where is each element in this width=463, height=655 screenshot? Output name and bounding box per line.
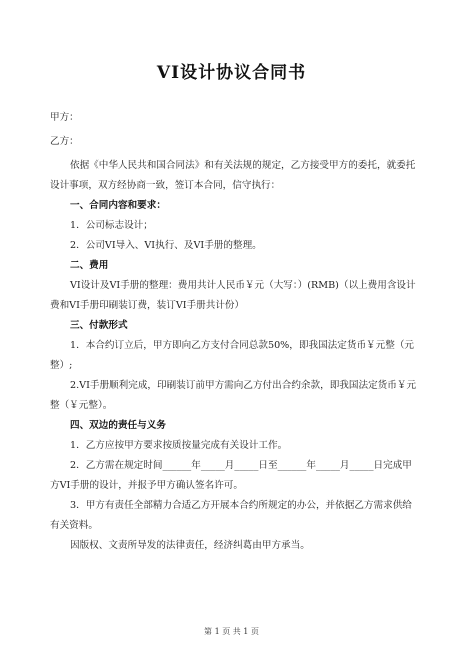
section-4-item-2a: 2．乙方需在规定时间______年_____月_____日至______年_____月_____日完成甲	[70, 460, 412, 471]
party-a-label: 甲方：	[50, 112, 79, 123]
intro-line-2: 设计事项，双方经协商一致，签订本合同，信守执行：	[50, 180, 281, 191]
section-1-item-2: 2．公司VI导入、VI执行、及VI手册的整理。	[70, 240, 262, 251]
section-3-item-2a: 2.VI手册顺利完成，印刷装订前甲方需向乙方付出合约余款，即我国法定货币￥元	[70, 380, 417, 391]
section-4-item-3a: 3．甲方有责任全部精力合适乙方开展本合约所规定的办公，并依据乙方需求供给	[70, 500, 412, 511]
section-4-item-3b: 有关资料。	[50, 520, 98, 531]
section-4-item-2b: 方VI手册的设计，并报予甲方确认签名许可。	[50, 480, 243, 491]
section-1-item-1: 1．公司标志设计；	[70, 220, 153, 231]
section-4-heading: 四、双边的责任与义务	[70, 420, 166, 431]
document-body	[50, 108, 417, 556]
section-2-line-2: 费和VI手册印刷装订费，装订VI手册共计份）	[50, 300, 245, 311]
section-4-tail: 因版权、文责所导发的法律责任，经济纠葛由甲方承当。	[70, 540, 310, 551]
section-4-item-1: 1．乙方应按甲方要求按质按量完成有关设计工作。	[70, 440, 288, 451]
intro-line-1: 依据《中华人民共和国合同法》和有关法规的规定，乙方接受甲方的委托，就委托	[70, 160, 416, 171]
section-3-item-1a: 1．本合约订立后，甲方即向乙方支付合同总款50%，即我国法定货币￥元整（元	[70, 340, 415, 351]
section-2-line-1: VI设计及VI手册的整理：费用共计人民币￥元（大写：）(RMB)（以上费用含设计	[70, 280, 416, 291]
section-3-heading: 三、付款形式	[70, 320, 128, 331]
section-1-heading: 一、合同内容和要求：	[70, 200, 166, 211]
section-3-item-2b: 整（￥元整）。	[50, 400, 113, 411]
section-3-item-1b: 整）;	[50, 360, 73, 371]
section-2-heading: 二、费用	[70, 260, 109, 271]
document-title: VI设计协议合同书	[156, 63, 307, 83]
page-footer: 第 1 页 共 1 页	[204, 627, 259, 636]
party-b-label: 乙方：	[50, 136, 79, 147]
